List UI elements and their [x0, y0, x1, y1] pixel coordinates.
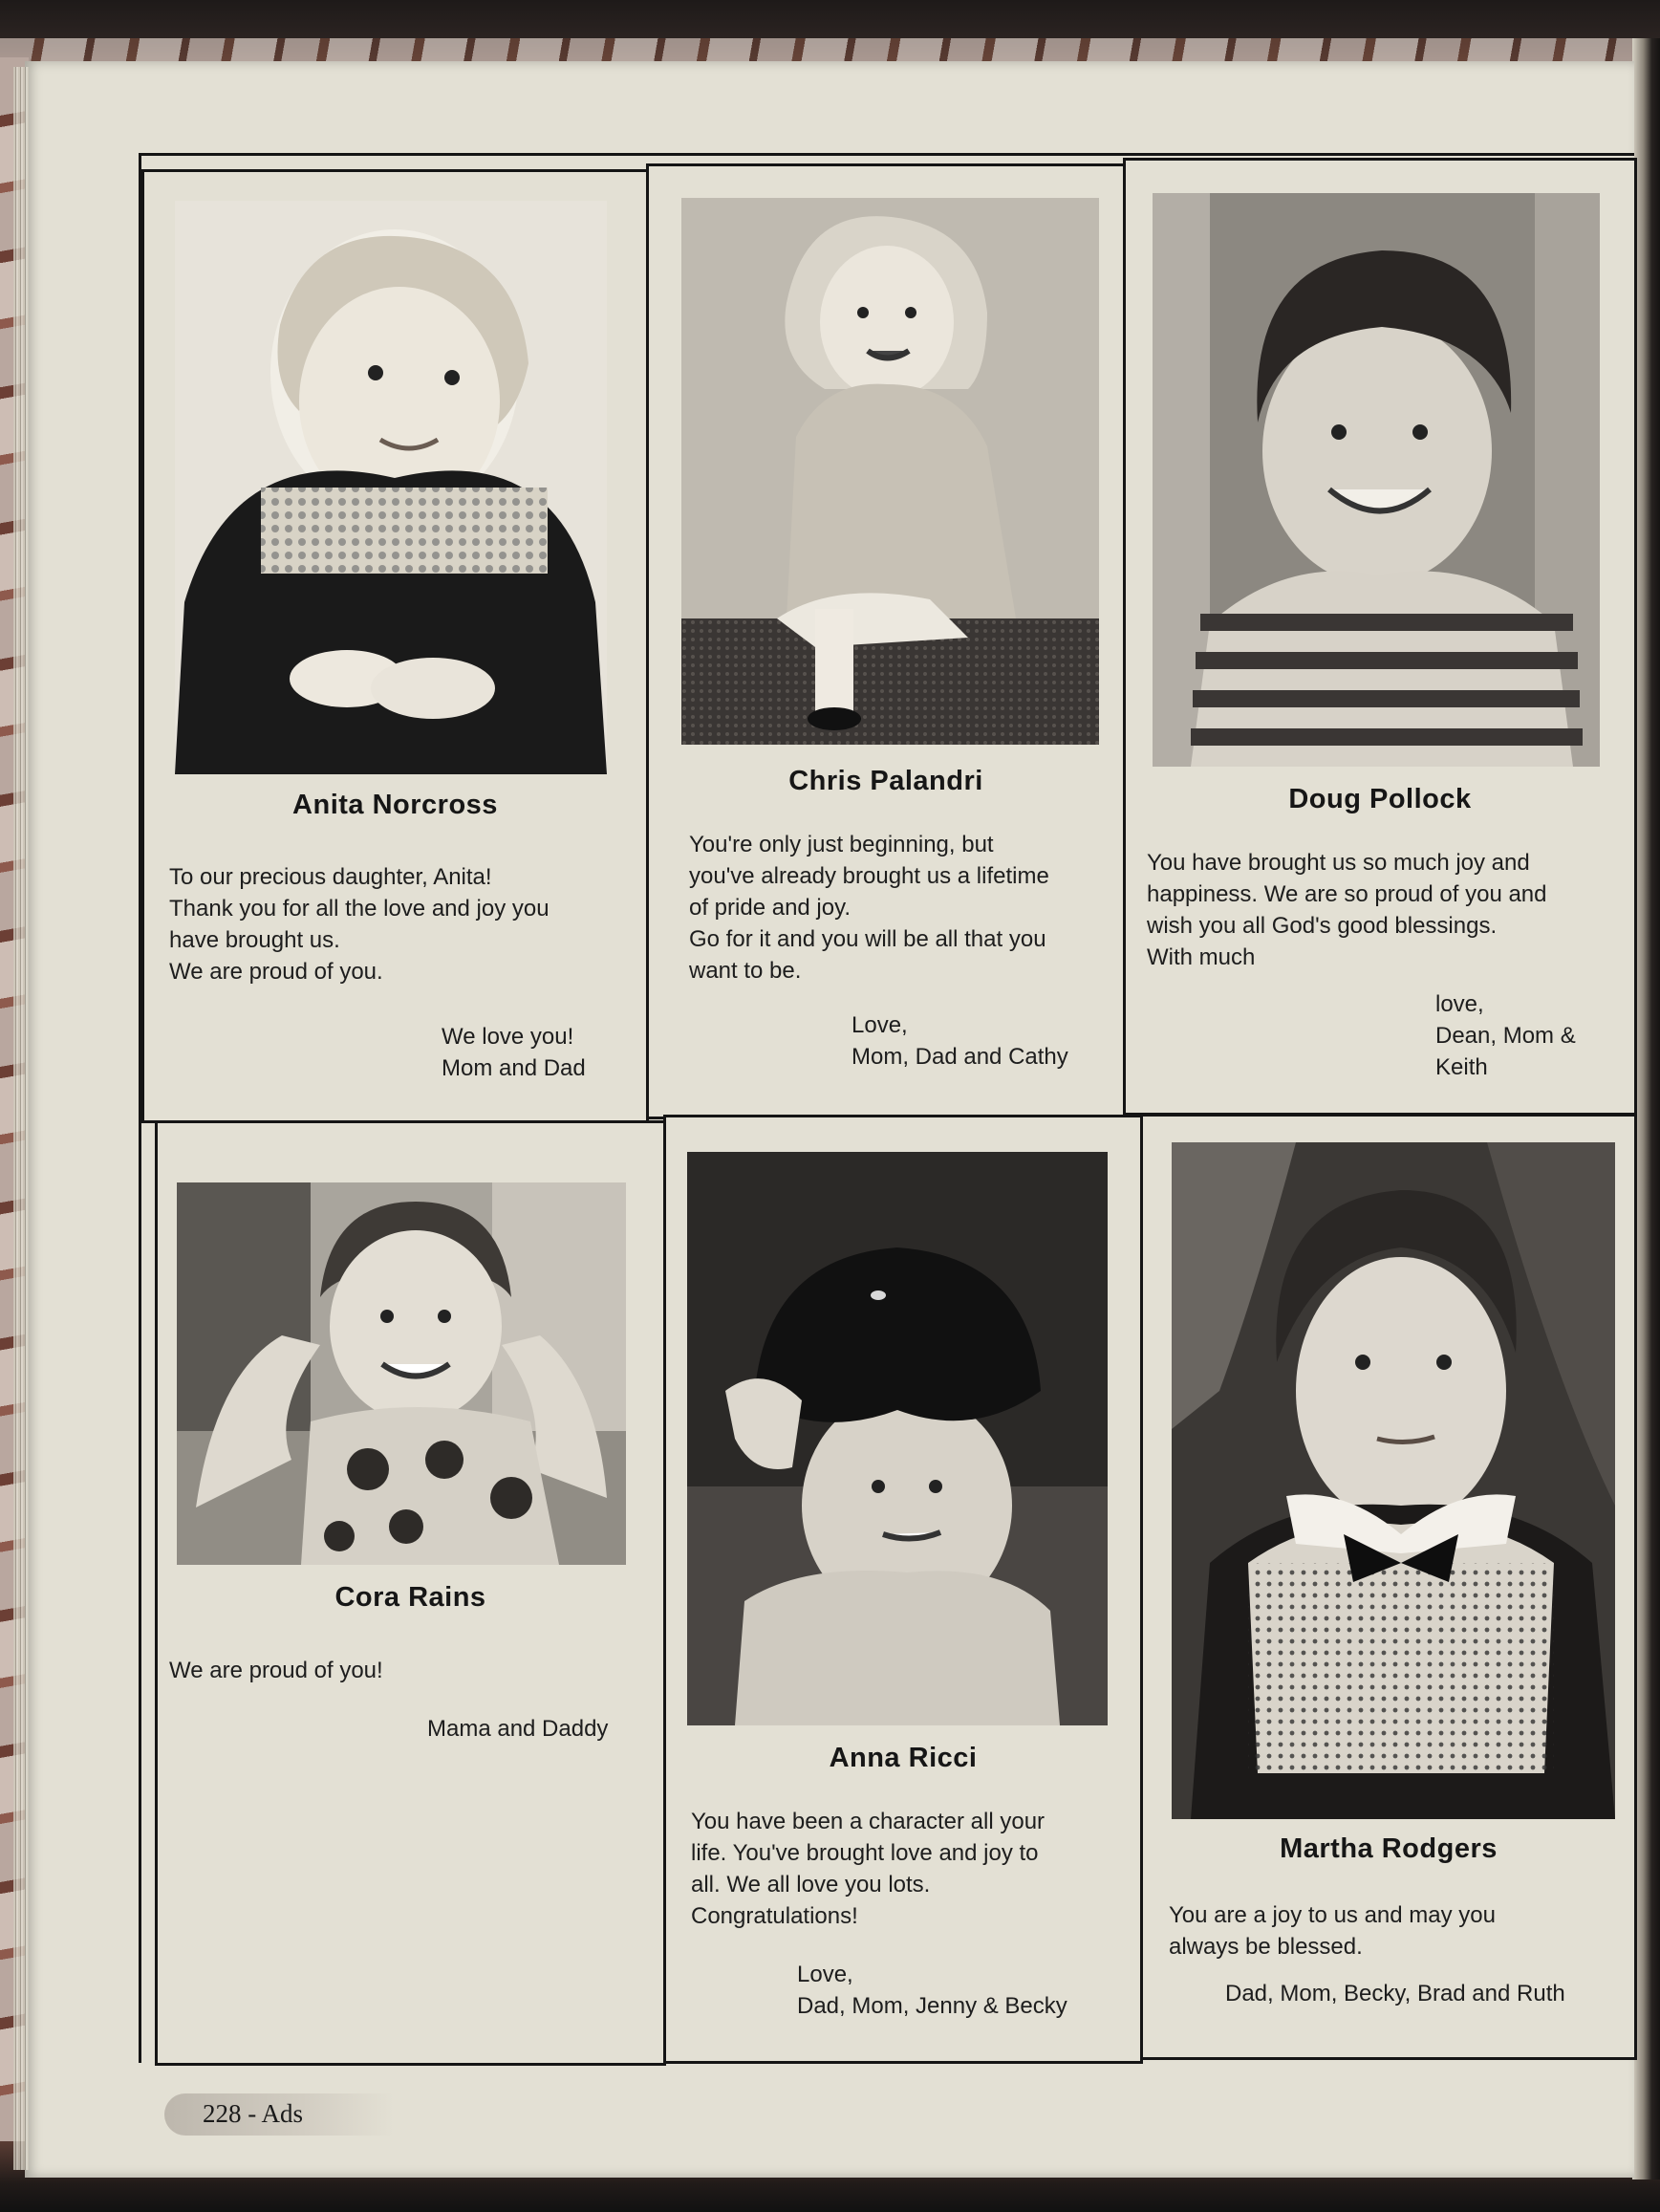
child-helmet-photo	[687, 1152, 1108, 1725]
student-name: Anita Norcross	[292, 790, 498, 820]
ad-message: You are a joy to us and may you always be blessed.	[1169, 1902, 1496, 1960]
page-footer	[164, 2093, 394, 2136]
ad-card-anna-ricci	[663, 1115, 1143, 2064]
student-name: Chris Palandri	[788, 766, 983, 796]
student-name: Doug Pollock	[1288, 784, 1472, 814]
ad-signature: love, Dean, Mom & Keith	[1435, 991, 1576, 1080]
boy-striped-shirt-photo	[1153, 193, 1600, 767]
ad-card-chris-palandri	[646, 163, 1126, 1119]
ad-card-doug-pollock	[1123, 158, 1637, 1116]
girl-outdoors-photo	[177, 1182, 626, 1565]
ad-message: You have brought us so much joy and happiness. We are so proud of you and wish you all God's good blessings. With much	[1147, 850, 1547, 970]
ad-message: We are proud of you!	[169, 1658, 383, 1683]
student-name: Anna Ricci	[829, 1743, 978, 1773]
ad-signature: Love, Mom, Dad and Cathy	[852, 1012, 1068, 1070]
ad-message: To our precious daughter, Anita! Thank you for all the love and joy you have brought us. We are proud of you.	[169, 864, 550, 985]
ad-card-cora-rains	[155, 1120, 666, 2066]
student-name: Martha Rodgers	[1280, 1833, 1498, 1864]
page-stack-edge	[13, 67, 29, 2170]
ad-message: You have been a character all your life. You've brought love and joy to all. We all love you lots. Congratulations!	[691, 1809, 1046, 1929]
ad-card-martha-rodgers	[1140, 1114, 1637, 2060]
ad-message: You're only just beginning, but you've already brought us a lifetime of pride and joy. Go for it and you will be all that you want to be.	[689, 832, 1049, 984]
ad-card-anita-norcross	[141, 169, 649, 1123]
ad-signature: We love you! Mom and Dad	[442, 1024, 586, 1081]
page-folio: 228 - Ads	[203, 2099, 304, 2128]
toddler-portrait-photo	[175, 201, 607, 774]
girl-collar-portrait-photo	[1172, 1142, 1615, 1819]
ad-signature: Dad, Mom, Becky, Brad and Ruth	[1225, 1981, 1565, 2006]
toddler-seated-photo	[681, 198, 1099, 745]
ad-signature: Love, Dad, Mom, Jenny & Becky	[797, 1962, 1067, 2019]
ads-grid-frame	[139, 153, 1634, 2063]
ad-signature: Mama and Daddy	[427, 1716, 609, 1742]
student-name: Cora Rains	[334, 1582, 486, 1613]
